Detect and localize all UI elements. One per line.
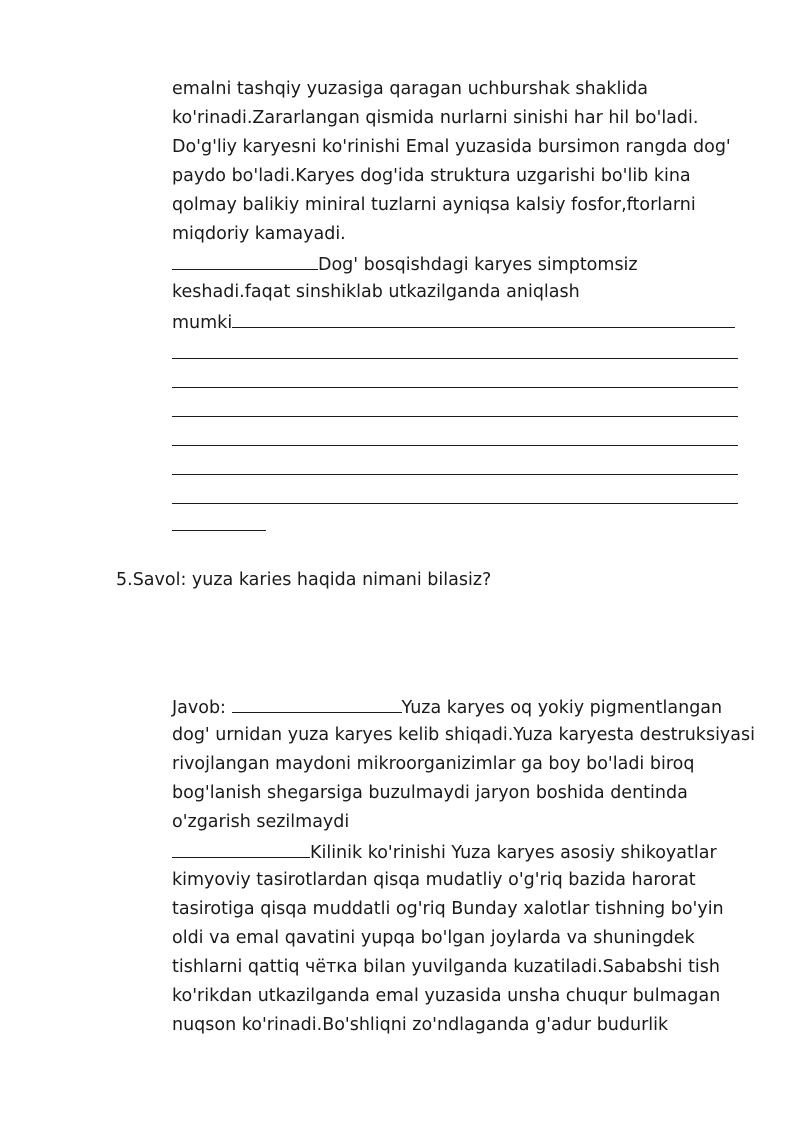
text-line bbox=[172, 837, 752, 866]
blank-answer-line bbox=[172, 336, 752, 365]
blank-underline bbox=[232, 307, 735, 328]
text-line: dog' urnidan yuza karyes kelib shiqadi.Yuza karyesta destruksiyasi bbox=[172, 725, 755, 745]
text-line: miqdoriy kamayadi. bbox=[172, 224, 346, 244]
text-fragment: mumki bbox=[172, 313, 233, 333]
text-line: emalni tashqiy yuzasiga qaragan uchburshak shaklida bbox=[172, 79, 649, 99]
text-line: paydo bo'ladi.Karyes dog'ida struktura uzgarishi bo'lib kina bbox=[172, 166, 691, 186]
text-line: qolmay balikiy miniral tuzlarni ayniqsa kalsiy fosfor,ftorlarni bbox=[172, 195, 696, 215]
blank-answer-line bbox=[172, 394, 752, 423]
text-line bbox=[172, 510, 752, 539]
text-line: Do'g'liy karyesni ko'rinishi Emal yuzasida bursimon rangda dog' bbox=[172, 137, 731, 157]
answer-4-text-block bbox=[172, 75, 752, 539]
blank-underline bbox=[172, 510, 266, 531]
blank-answer-line bbox=[172, 365, 752, 394]
text-fragment: Kilinik ko'rinishi Yuza karyes asosiy shikoyatlar bbox=[310, 843, 717, 863]
blank-underline bbox=[232, 692, 402, 713]
text-line: tasirotiga qisqa muddatli og'riq Bunday xalotlar tishning bo'yin bbox=[172, 899, 724, 919]
blank-answer-line bbox=[172, 423, 752, 452]
blank-underline bbox=[172, 249, 318, 270]
text-line: rivojlangan maydoni mikroorganizimlar ga boy bo'ladi biroq bbox=[172, 754, 695, 774]
text-line bbox=[172, 692, 752, 721]
text-line: kimyoviy tasirotlardan qisqa mudatliy o'g'riq bazida harorat bbox=[172, 870, 696, 890]
text-line: tishlarni qattiq чётка bilan yuvilganda kuzatiladi.Sababshi tish bbox=[172, 957, 721, 977]
text-line: keshadi.faqat sinshiklab utkazilganda aniqlash bbox=[172, 282, 580, 302]
text-line: ko'rinadi.Zararlangan qismida nurlarni sinishi har hil bo'ladi. bbox=[172, 108, 699, 128]
text-line: oldi va emal qavatini yupqa bo'lgan joylarda va shuningdek bbox=[172, 928, 695, 948]
text-fragment: Yuza karyes oq yokiy pigmentlangan bbox=[401, 698, 723, 718]
text-line bbox=[172, 249, 752, 278]
text-line: nuqson ko'rinadi.Bo'shliqni zo'ndlaganda g'adur budurlik bbox=[172, 1015, 669, 1035]
text-line: ko'rikdan utkazilganda emal yuzasida unsha chuqur bulmagan bbox=[172, 986, 721, 1006]
text-line: bog'lanish shegarsiga buzulmaydi jaryon boshida dentinda bbox=[172, 783, 688, 803]
blank-answer-line bbox=[172, 481, 752, 510]
text-fragment: Dog' bosqishdagi karyes simptomsiz bbox=[318, 255, 638, 275]
answer-5-text-block bbox=[172, 692, 755, 1040]
text-line bbox=[172, 307, 752, 336]
text-line: o'zgarish sezilmaydi bbox=[172, 812, 350, 832]
blank-underline bbox=[172, 837, 310, 858]
answer-label: Javob: bbox=[172, 698, 232, 718]
question-5: 5.Savol: yuza karies haqida nimani bilasiz? bbox=[116, 570, 492, 590]
blank-answer-line bbox=[172, 452, 752, 481]
